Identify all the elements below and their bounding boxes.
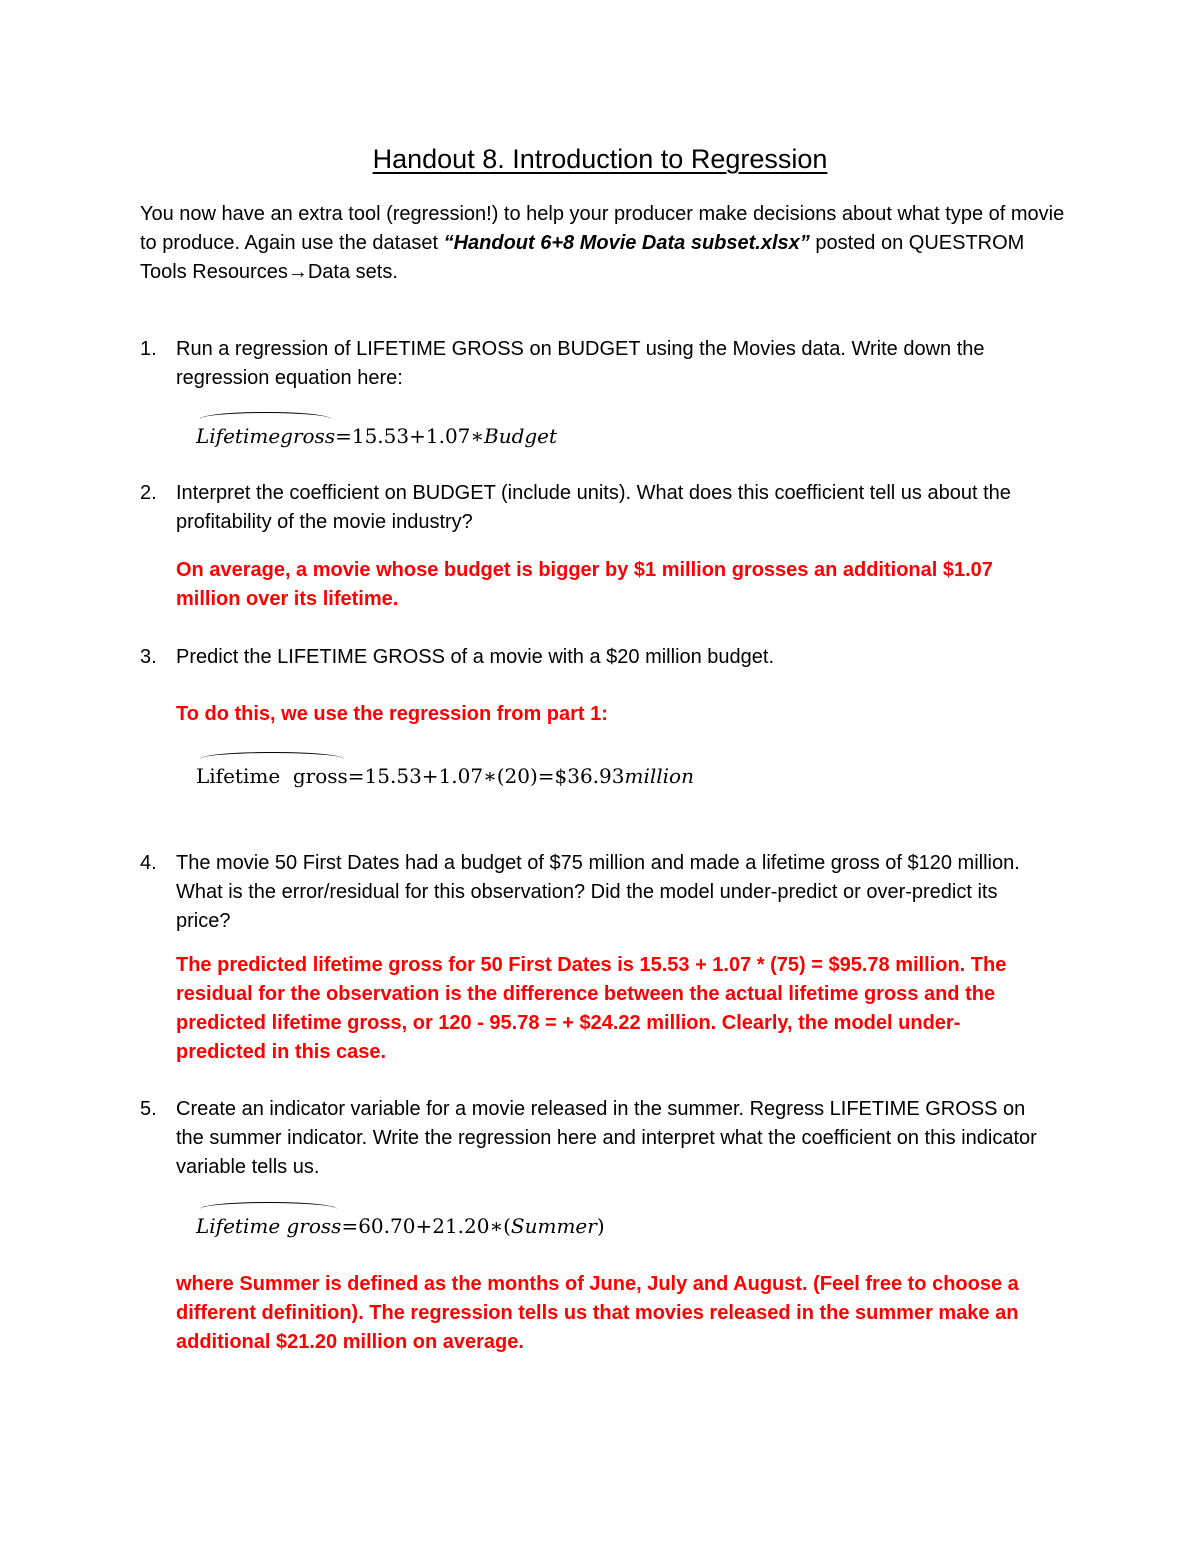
intro-text-part2: posted on QUESTROM Tools Resources→Data sets. xyxy=(140,232,1025,283)
question-number: 5. xyxy=(140,1098,157,1120)
answer-4: The predicted lifetime gross for 50 First Dates is 15.53 + 1.07 * (75) = $95.78 million. The residual for the observation is the difference between the actual lifetime gross and the predicted lifetime gross, or 120 - 95.78 = + $24.22 million. Clearly, the model under-predicted in this case. xyxy=(176,954,1007,1063)
equation-variable: Summer xyxy=(510,1214,597,1238)
question-text: Run a regression of LIFETIME GROSS on BUDGET using the Movies data. Write down the regression equation here: xyxy=(176,338,985,389)
question-text: The movie 50 First Dates had a budget of $75 million and made a lifetime gross of $120 million. What is the error/residual for this observation? Did the model under-predict or over-predict its price? xyxy=(176,852,1020,932)
equation-rhs: =15.53+1.07∗(20)=$36.93 xyxy=(347,764,625,788)
question-5 xyxy=(140,1095,1040,1182)
equation-rhs: =60.70+21.20∗( xyxy=(341,1214,511,1238)
question-4 xyxy=(140,849,1040,936)
equation-close-paren: ) xyxy=(596,1214,605,1238)
equation-unit: million xyxy=(624,764,694,788)
question-number: 3. xyxy=(140,646,157,668)
question-number: 2. xyxy=(140,482,157,504)
equation-lhs: Lifetime gross xyxy=(196,764,348,788)
question-3 xyxy=(140,643,1040,672)
question-number: 4. xyxy=(140,852,157,874)
equation-rhs: =15.53+1.07∗ xyxy=(335,424,484,448)
equation-1 xyxy=(196,424,557,448)
intro-text-part1: You now have an extra tool (regression!) to help your producer make decisions about what type of movie to produce. Again use the dataset xyxy=(140,203,1065,254)
hat-accent xyxy=(200,412,331,419)
answer-2: On average, a movie whose budget is bigger by $1 million grosses an additional $1.07 million over its lifetime. xyxy=(176,559,993,610)
equation-variable: Budget xyxy=(484,424,558,448)
equation-lhs: Lifetimegross xyxy=(196,424,335,448)
question-text: Interpret the coefficient on BUDGET (include units). What does this coefficient tell us about the profitability of the movie industry? xyxy=(176,482,1011,533)
answer-3: To do this, we use the regression from part 1: xyxy=(176,703,608,725)
question-1 xyxy=(140,335,1040,393)
question-number: 1. xyxy=(140,338,157,360)
question-2 xyxy=(140,479,1040,537)
intro-paragraph xyxy=(140,200,1070,287)
hat-accent xyxy=(200,1202,337,1209)
question-text: Predict the LIFETIME GROSS of a movie with a $20 million budget. xyxy=(176,646,775,668)
equation-lhs: Lifetime gross xyxy=(196,1214,341,1238)
dataset-filename: “Handout 6+8 Movie Data subset.xlsx” xyxy=(443,232,810,254)
page-title: Handout 8. Introduction to Regression xyxy=(372,144,828,174)
equation-5 xyxy=(196,1214,605,1238)
equation-3 xyxy=(196,764,694,788)
answer-5: where Summer is defined as the months of June, July and August. (Feel free to choose a different definition). The regression tells us that movies released in the summer make an additional $21.20 million on average. xyxy=(176,1273,1019,1353)
question-text: Create an indicator variable for a movie released in the summer. Regress LIFETIME GROSS on the summer indicator. Write the regression here and interpret what the coefficient on this indicator variable tells us. xyxy=(176,1098,1037,1178)
hat-accent xyxy=(200,752,344,759)
